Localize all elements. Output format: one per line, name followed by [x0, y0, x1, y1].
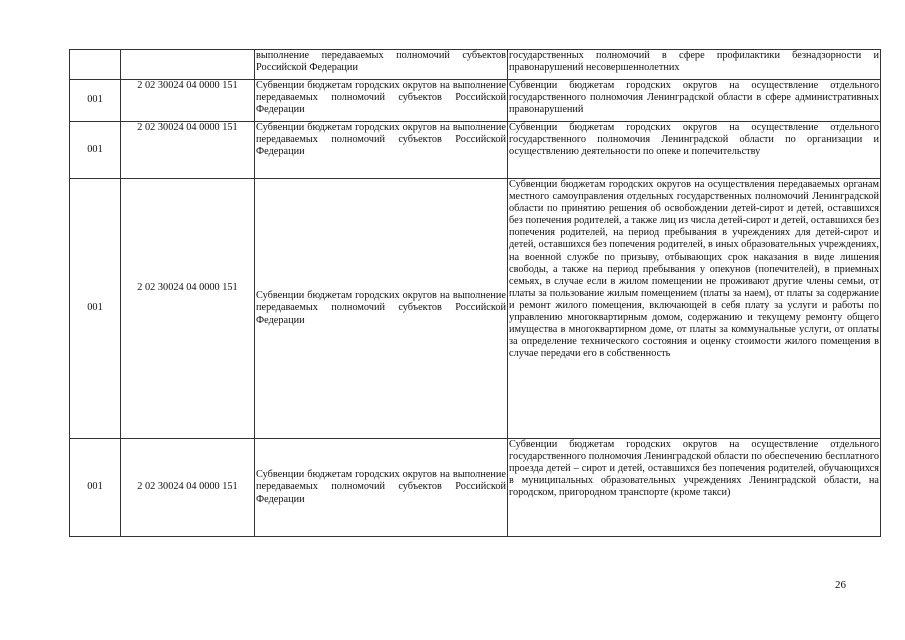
- table-row: [70, 80, 881, 122]
- description-cell: государственных полномочий в сфере профилактики безнадзорности и правонарушений несовершеннолетних: [508, 50, 881, 80]
- income-name-cell: Субвенции бюджетам городских округов на выполнение передаваемых полномочий субъектов Российской Федерации: [255, 122, 508, 179]
- description-cell: Субвенции бюджетам городских округов на осуществление отдельного государственного полномочия Ленинградской области по организации и осуществлению деятельности по опеке и попечительству: [508, 122, 881, 179]
- table-row: [70, 50, 881, 80]
- budget-table: [69, 49, 881, 537]
- income-name-cell: Субвенции бюджетам городских округов на выполнение передаваемых полномочий субъектов Российской Федерации: [255, 80, 508, 122]
- page-number: 26: [835, 579, 846, 591]
- budget-code-cell: 2 02 30024 04 0000 151: [121, 439, 255, 537]
- description-cell: Субвенции бюджетам городских округов на осуществление отдельного государственного полномочия Ленинградской области по обеспечению бесплатного проезда детей – сирот и детей, оставшихся без попечения родителей, обучающихся в муниципальных образовательных учреждениях Ленинградской области, на городском, пригородном транспорте (кроме такси): [508, 439, 881, 537]
- admin-code-cell: 001: [70, 179, 121, 439]
- income-name-cell: выполнение передаваемых полномочий субъектов Российской Федерации: [255, 50, 508, 80]
- income-name-cell: Субвенции бюджетам городских округов на выполнение передаваемых полномочий субъектов Российской Федерации: [255, 439, 508, 537]
- budget-code-cell: [121, 50, 255, 80]
- admin-code-cell: 001: [70, 80, 121, 122]
- budget-code-cell: 2 02 30024 04 0000 151: [121, 179, 255, 439]
- description-cell: Субвенции бюджетам городских округов на осуществления передаваемых органам местного самоуправления отдельных государственных полномочий Ленинградской области по принятию решения об освобождении детей-сирот и детей, оставшихся без попечения родителей, а также лиц из числа детей-сирот и детей, оставшихся без попечения родителей, на период пребывания в учреждениях для детей-сирот и детей, оставшихся без попечения родителей, в иных образовательных учреждениях, на военной службе по призыву, отбывающих срок наказания в виде лишения свободы, а также на период пребывания у опекунов (попечителей), в приемных семьях, в случае если в жилом помещении не проживают другие члены семьи, от платы за пользование жилым помещением (платы за наем), от платы за содержание и ремонт жилого помещения, включающей в себя плату за услуги и работы по управлению многоквартирным домом, содержанию и текущему ремонту общего имущества в многоквартирном доме, от платы за коммунальные услуги, от оплаты за определение технического состояния и оценку стоимости жилого помещения в случае передачи его в собственность: [508, 179, 881, 439]
- table-row: [70, 179, 881, 439]
- income-name-cell: Субвенции бюджетам городских округов на выполнение передаваемых полномочий субъектов Российской Федерации: [255, 179, 508, 439]
- table-row: [70, 439, 881, 537]
- description-cell: Субвенции бюджетам городских округов на осуществление отдельного государственного полномочия Ленинградской области в сфере административных правонарушений: [508, 80, 881, 122]
- admin-code-cell: 001: [70, 122, 121, 179]
- table-row: [70, 122, 881, 179]
- admin-code-cell: [70, 50, 121, 80]
- budget-code-cell: 2 02 30024 04 0000 151: [121, 80, 255, 122]
- budget-code-cell: 2 02 30024 04 0000 151: [121, 122, 255, 179]
- admin-code-cell: 001: [70, 439, 121, 537]
